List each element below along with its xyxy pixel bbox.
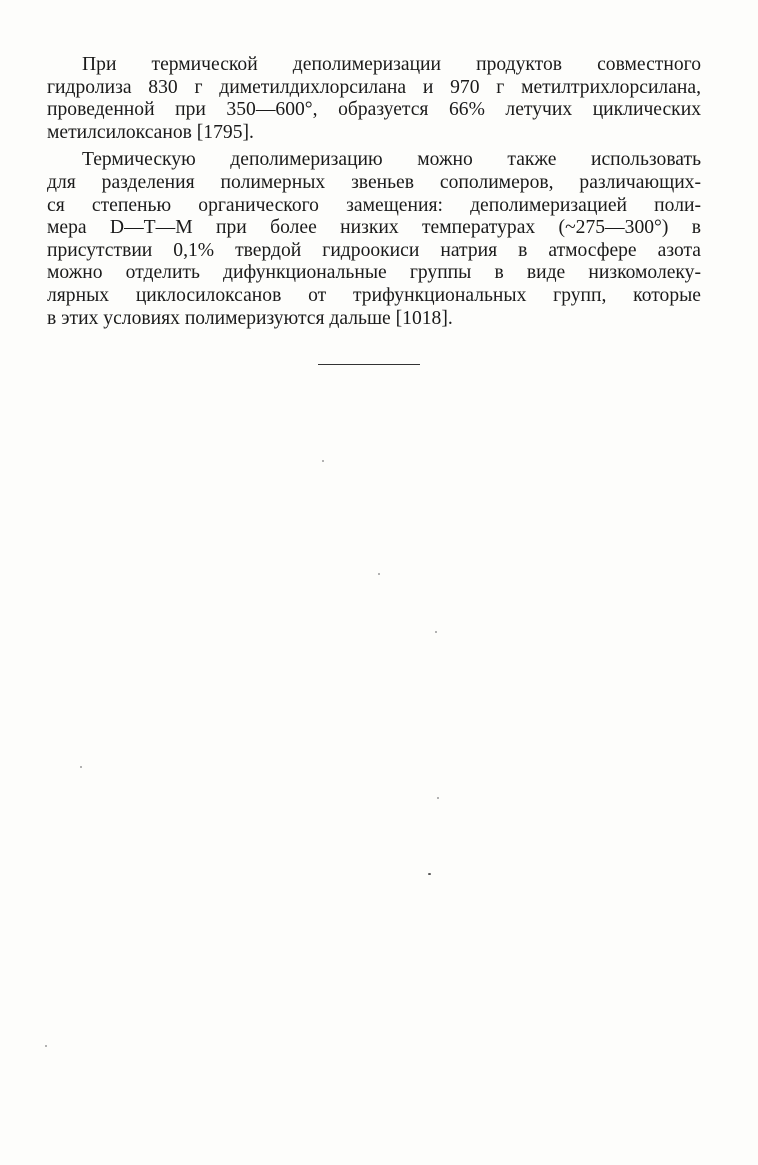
scan-speck: [428, 873, 431, 875]
text-line: можно отделить дифункциональные группы в виде низкомолеку-: [47, 262, 701, 284]
scan-speck: [435, 631, 437, 633]
text-line: гидролиза 830 г диметилдихлорсилана и 970 г метилтрихлорсилана,: [47, 76, 701, 98]
scan-speck: [378, 573, 380, 575]
scan-speck: [45, 1045, 47, 1047]
scan-speck: [322, 460, 324, 462]
section-end-rule: [318, 364, 420, 365]
paragraph-1: [47, 54, 701, 144]
text-line: Термическую деполимеризацию можно также использовать: [82, 149, 701, 171]
scan-speck: [80, 766, 82, 768]
paragraph-2: [47, 149, 701, 330]
scan-speck: [437, 797, 439, 799]
text-line: в этих условиях полимеризуются дальше [1018].: [47, 307, 453, 329]
text-line: проведенной при 350—600°, образуется 66% летучих циклических: [47, 99, 701, 121]
text-line: для разделения полимерных звеньев сополимеров, различающих-: [47, 171, 701, 193]
text-line: лярных циклосилоксанов от трифункциональных групп, которые: [47, 284, 701, 306]
text-line: мера D—T—M при более низких температурах (~275—300°) в: [47, 217, 701, 239]
text-line: присутствии 0,1% твердой гидроокиси натрия в атмосфере азота: [47, 239, 701, 261]
text-line: При термической деполимеризации продуктов совместного: [82, 54, 701, 75]
text-line: метилсилоксанов [1795].: [47, 121, 254, 143]
body-text: [47, 54, 701, 330]
text-line: ся степенью органического замещения: деполимеризацией поли-: [47, 194, 701, 216]
